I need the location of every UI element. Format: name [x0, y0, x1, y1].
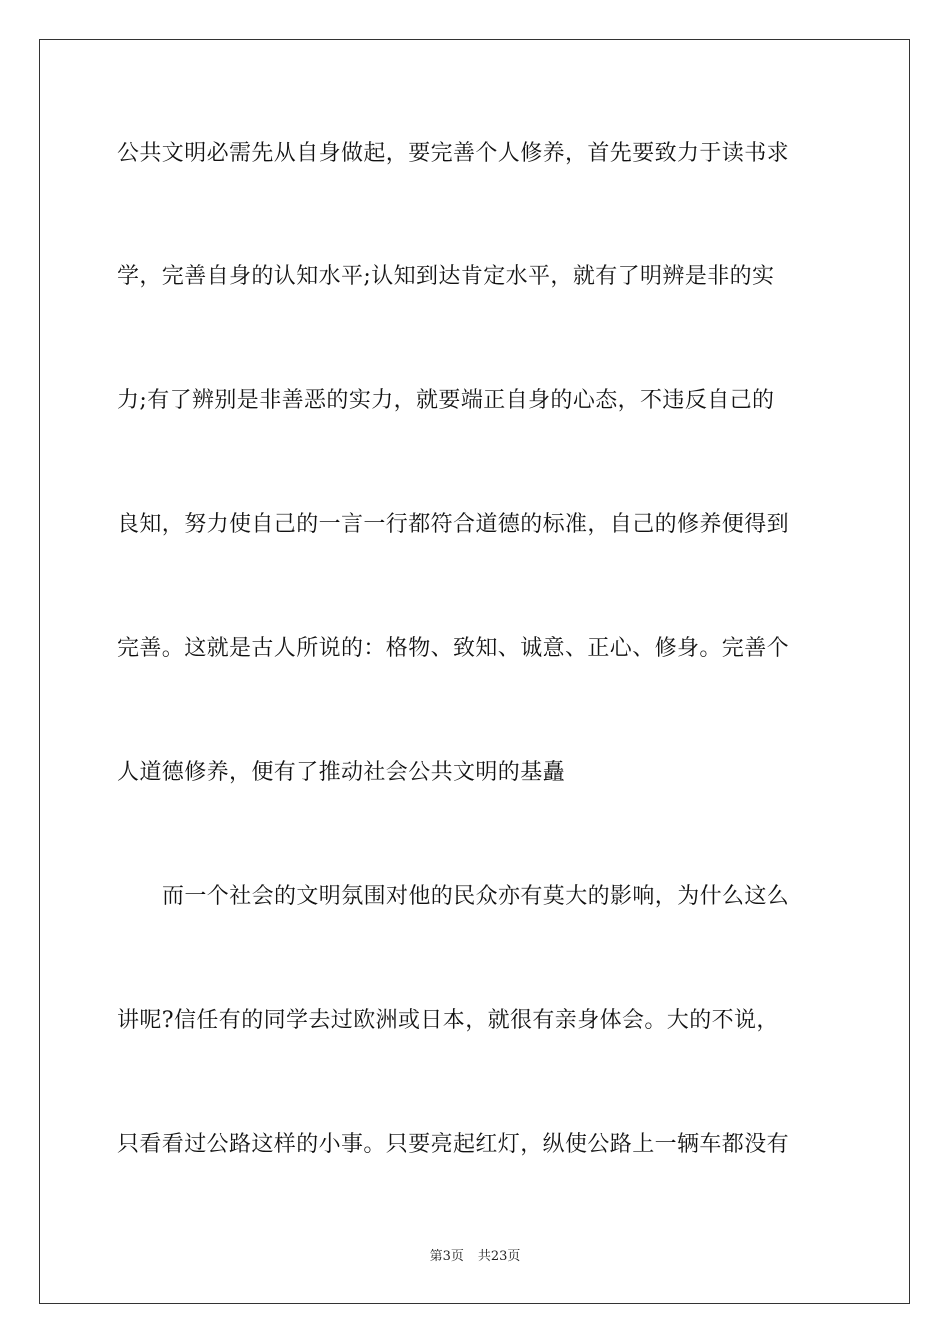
paragraph-line: 力;有了辨别是非善恶的实力，就要端正自身的心态，不违反自己的: [117, 388, 775, 413]
page-border: [39, 39, 910, 1304]
page-footer: [0, 1248, 950, 1266]
paragraph-line: 学，完善自身的认知水平;认知到达肯定水平，就有了明辨是非的实: [117, 264, 775, 289]
paragraph-line: 完善。这就是古人所说的：格物、致知、诚意、正心、修身。完善个: [117, 636, 790, 661]
paragraph-line: 良知，努力使自己的一言一行都符合道德的标准，自己的修养便得到: [117, 512, 790, 537]
total-page-count: 共23页: [477, 1249, 521, 1264]
paragraph-line: 而一个社会的文明氛围对他的民众亦有莫大的影响，为什么这么: [162, 884, 790, 909]
paragraph-line: 公共文明必需先从自身做起，要完善个人修养，首先要致力于读书求: [117, 141, 790, 166]
current-page-number: 第3页: [429, 1249, 464, 1264]
paragraph-line: 讲呢?信任有的同学去过欧洲或日本，就很有亲身体会。大的不说，: [117, 1008, 779, 1033]
paragraph-line: 人道德修养，便有了推动社会公共文明的基矗: [117, 760, 566, 785]
paragraph-line: 只看看过公路这样的小事。只要亮起红灯，纵使公路上一辆车都没有: [117, 1132, 790, 1157]
